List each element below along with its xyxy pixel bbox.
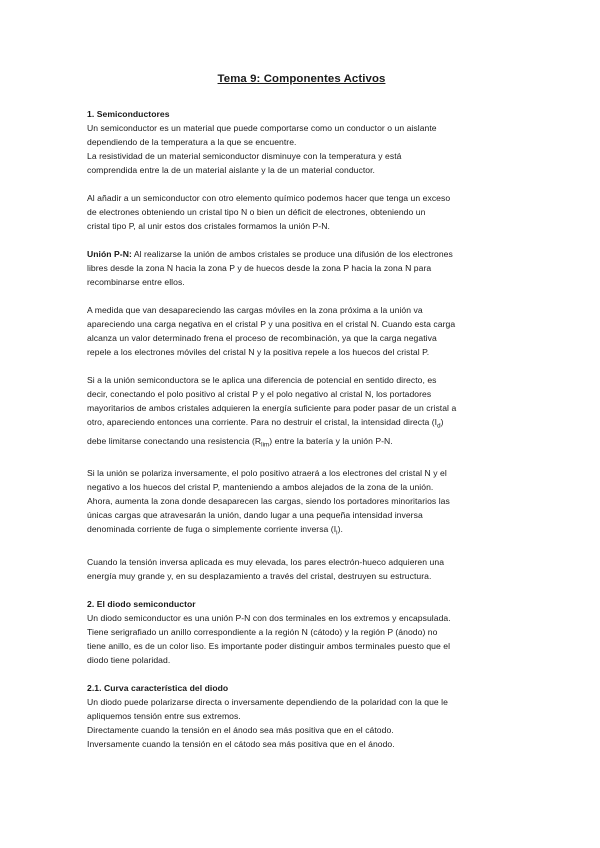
text-line: Cuando la tensión inversa aplicada es muy elevada, los pares electrón-hueco adquieren una — [87, 557, 445, 568]
text-line: Un diodo puede polarizarse directa o inversamente dependiendo de la polaridad con la que le — [87, 697, 448, 708]
text-span: ) — [440, 417, 444, 427]
subscript: lim — [261, 441, 270, 449]
paragraph — [87, 466, 516, 541]
text-line: diodo tiene polaridad. — [87, 655, 171, 666]
text-line: decir, conectando el polo positivo al cristal P y el polo negativo al cristal N, los portadores — [87, 389, 432, 399]
paragraph — [87, 303, 516, 359]
text-line: cristal tipo P, al unir estos dos cristales formamos la unión P-N. — [87, 221, 330, 231]
text-line: repele a los electrones móviles del cristal N y la positiva repele a los huecos del cristal P. — [87, 347, 430, 357]
text-span: otro, apareciendo entonces una corriente. Para no destruir el cristal, la intensidad directa (I — [87, 417, 438, 427]
text-line: mayoritarios de ambos cristales adquieren la energía suficiente para poder pasar de un cristal a — [87, 403, 457, 413]
text-line: tiene anillo, es de un color liso. Es importante poder distinguir ambos terminales puesto que el — [87, 641, 451, 652]
text-span: ). — [337, 524, 343, 535]
text-line: La resistividad de un material semiconductor disminuye con la temperatura y está — [87, 151, 402, 161]
page-title: Tema 9: Componentes Activos — [217, 73, 386, 85]
section-heading: 1. Semiconductores — [87, 109, 170, 119]
text-line: comprendida entre la de un material aislante y la de un material conductor. — [87, 165, 375, 175]
text-line: Tiene serigrafiado un anillo correspondiente a la región N (cátodo) y la región P (ánodo) no — [87, 627, 438, 638]
section-semiconductores — [87, 107, 516, 177]
text-span: debe limitarse conectando una resistencia (R — [87, 435, 262, 446]
section-diodo-semiconductor — [87, 597, 516, 667]
text-line: dependiendo de la temperatura a la que se encuentre. — [87, 137, 297, 147]
text-line: Directamente cuando la tensión en el ánodo sea más positiva que en el cátodo. — [87, 725, 394, 736]
text-line: Un semiconductor es un material que puede comportarse como un conductor o un aislante — [87, 123, 437, 133]
section-heading: 2. El diodo semiconductor — [87, 599, 196, 610]
text-line — [87, 522, 516, 541]
text-line: de electrones obteniendo un cristal tipo N o bien un déficit de electrones, obteniendo un — [87, 207, 426, 217]
text-line: A medida que van desapareciendo las cargas móviles en la zona próxima a la unión va — [87, 305, 423, 315]
text-line: alcanza un valor determinado frena el proceso de recombinación, ya que la carga negativa — [87, 333, 437, 343]
text-line: recombinarse entre ellos. — [87, 277, 185, 287]
text-span: ) entre la batería y la unión P-N. — [269, 435, 393, 446]
text-span: Al realizarse la unión de ambos cristales se produce una difusión de los electrones — [131, 249, 453, 259]
text-line: Al añadir a un semiconductor con otro elemento químico podemos hacer que tenga un exceso — [87, 193, 451, 203]
text-line: apliquemos tensión entre sus extremos. — [87, 711, 241, 722]
text-line — [87, 247, 516, 261]
paragraph — [87, 191, 516, 233]
text-line: Ahora, aumenta la zona donde desaparecen las cargas, siendo los portadores minoritarios las — [87, 496, 450, 507]
text-line — [87, 434, 516, 453]
text-span: denominada corriente de fuga o simplemente corriente inversa (I — [87, 524, 337, 535]
paragraph-union-pn — [87, 247, 516, 289]
text-line: negativo a los huecos del cristal P, manteniendo a ambos alejados de la zona de la unión. — [87, 482, 434, 493]
text-line: Si la unión se polariza inversamente, el polo positivo atraerá a los electrones del cristal N y el — [87, 468, 447, 479]
bold-label: Unión P-N: — [87, 249, 132, 259]
text-line: Inversamente cuando la tensión en el cátodo sea más positiva que en el ánodo. — [87, 739, 395, 750]
text-line: Un diodo semiconductor es una unión P-N con dos terminales en los extremos y encapsulada. — [87, 613, 451, 624]
text-line: libres desde la zona N hacia la zona P y de huecos desde la zona P hacia la zona N para — [87, 263, 432, 273]
subscript: d — [437, 422, 441, 430]
section-curva-caracteristica — [87, 681, 516, 751]
paragraph — [87, 555, 516, 583]
text-line — [87, 415, 516, 434]
text-line: energía muy grande y, en su desplazamiento a través del cristal, destruyen su estructura. — [87, 571, 432, 582]
paragraph — [87, 373, 516, 452]
text-line: Si a la unión semiconductora se le aplica una diferencia de potencial en sentido directo, es — [87, 375, 437, 385]
text-line: apareciendo una carga negativa en el cristal P y una positiva en el cristal N. Cuando esta carga — [87, 319, 456, 329]
text-line: únicas cargas que atravesarán la unión, dando lugar a una pequeña intensidad inversa — [87, 510, 423, 521]
section-heading: 2.1. Curva característica del diodo — [87, 683, 229, 694]
subscript: i — [336, 530, 338, 538]
